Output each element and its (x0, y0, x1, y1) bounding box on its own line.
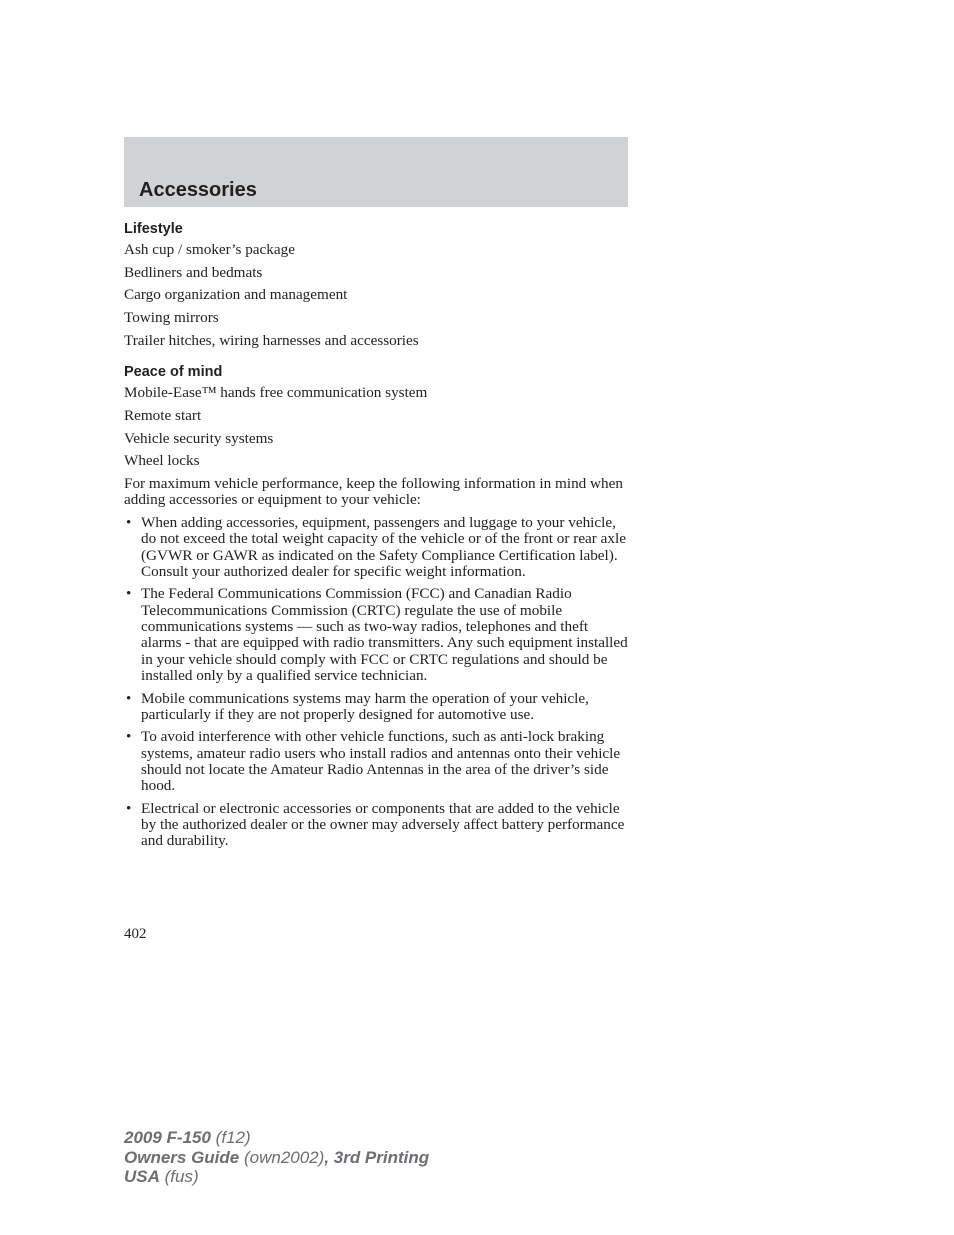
list-item: Vehicle security systems (124, 429, 274, 447)
intro-paragraph: For maximum vehicle performance, keep the following information in mind when adding accessories or equipment to your vehicle: (124, 475, 623, 509)
footer-region-code: (fus) (159, 1167, 199, 1186)
bullet-text: Mobile communications systems may harm the operation of your vehicle, particularly if they are not properly designed for automotive use. (141, 689, 589, 723)
bullet-item (124, 586, 629, 684)
list-item: Ash cup / smoker’s package (124, 241, 295, 258)
lifestyle-list (124, 242, 629, 349)
section-header-band (124, 137, 628, 207)
bullet-text: When adding accessories, equipment, passengers and luggage to your vehicle, do not exceed the total weight capacity of the vehicle or of the front or rear axle (GVWR or GAWR as indicated on the Safety Compliance Certification label). Consult your authorized dealer for specific weight information. (141, 513, 626, 581)
list-item: Remote start (124, 406, 202, 424)
bullet-item (124, 515, 629, 581)
bullet-icon: • (126, 689, 132, 707)
footer-line-1 (124, 1128, 429, 1148)
peace-of-mind-list (124, 385, 629, 470)
footer-printing: , 3rd Printing (324, 1147, 430, 1167)
list-item: Wheel locks (124, 452, 200, 470)
footer-line-3 (124, 1167, 429, 1187)
bullet-text: To avoid interference with other vehicle functions, such as anti-lock braking systems, amateur radio users who install radios and antennas onto their vehicle should not locate the Amateur Radio Antennas in the area of the driver’s side hood. (141, 728, 621, 795)
bullet-text: Electrical or electronic accessories or components that are added to the vehicle by the authorized dealer or the owner may adversely affect battery performance and durability. (141, 799, 625, 850)
footer-line-2 (124, 1148, 429, 1168)
peace-of-mind-heading: Peace of mind (124, 364, 223, 381)
lifestyle-heading: Lifestyle (124, 221, 183, 237)
list-item: Bedliners and bedmats (124, 263, 263, 281)
page-number: 402 (124, 926, 147, 942)
footer-guide-code: (own2002) (239, 1147, 325, 1167)
section-title: Accessories (139, 179, 257, 201)
page-content (124, 220, 629, 856)
footer-model-code: (f12) (210, 1128, 251, 1147)
bullet-icon: • (126, 799, 132, 817)
list-item: Trailer hitches, wiring harnesses and accessories (124, 331, 419, 349)
list-item: Cargo organization and management (124, 286, 348, 304)
bullet-item (124, 729, 629, 795)
bullet-icon: • (126, 513, 132, 531)
bullet-item (124, 801, 629, 850)
list-item: Towing mirrors (124, 309, 219, 327)
footer-region: USA (124, 1167, 160, 1186)
document-footer (124, 1128, 429, 1187)
bullet-text: The Federal Communications Commission (FCC) and Canadian Radio Telecommunications Commission (CRTC) regulate the use of mobile communications systems — such as two-way radios, telephones and theft alarms - that are equipped with radio transmitters. Any such equipment installed in your vehicle should comply with FCC or CRTC regulations and should be installed only by a qualified service technician. (141, 585, 628, 685)
footer-model: 2009 F-150 (124, 1128, 211, 1147)
bullet-item (124, 691, 629, 724)
list-item: Mobile-Ease™ hands free communication system (124, 384, 428, 402)
bullet-icon: • (126, 728, 132, 746)
bullet-icon: • (126, 585, 132, 603)
footer-guide: Owners Guide (124, 1147, 240, 1167)
bullet-list (124, 515, 629, 850)
